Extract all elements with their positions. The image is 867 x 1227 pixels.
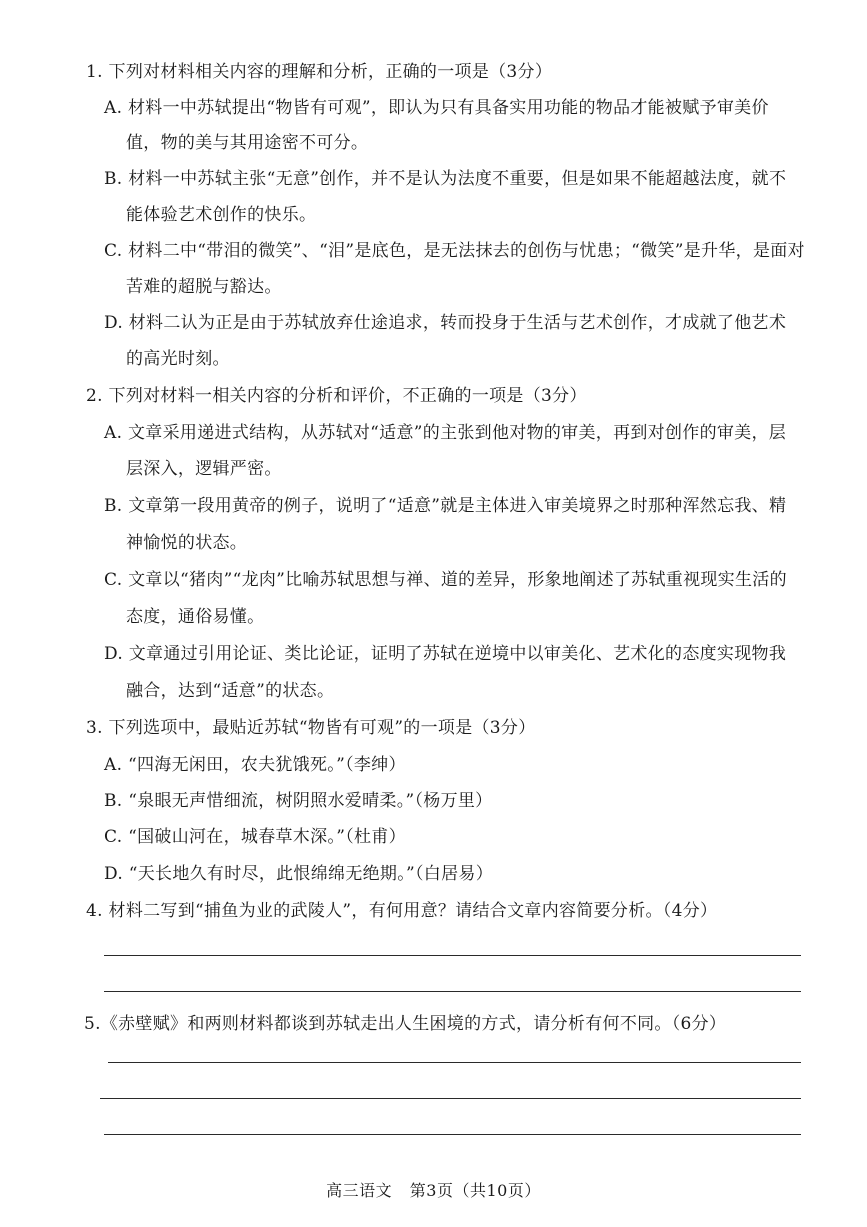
page-footer: [0, 1180, 867, 1202]
question-5-stem: 5.《赤壁赋》和两则材料都谈到苏轼走出人生困境的方式，请分析有何不同。（6分）: [84, 1014, 727, 1034]
q5-answer-line-2[interactable]: [100, 1098, 801, 1099]
q2-option-a-cont: 层深入，逻辑严密。: [126, 459, 282, 479]
footer-page-number: 第3页（共10页）: [409, 1181, 541, 1200]
q4-answer-line-2[interactable]: [104, 991, 801, 992]
q1-option-a-cont: 值，物的美与其用途密不可分。: [126, 133, 369, 153]
q3-option-d: D. “天长地久有时尽，此恨绵绵无绝期。”（白居易）: [104, 864, 494, 884]
q3-option-c: C. “国破山河在，城春草木深。”（杜甫）: [104, 827, 406, 847]
q1-option-b-cont: 能体验艺术创作的快乐。: [126, 205, 317, 225]
q1-option-a: A. 材料一中苏轼提出“物皆有可观”，即认为只有具备实用功能的物品才能被赋予审美价: [104, 98, 769, 118]
q2-option-a: A. 文章采用递进式结构，从苏轼对“适意”的主张到他对物的审美，再到对创作的审美，层: [104, 423, 787, 443]
question-1-stem: 1. 下列对材料相关内容的理解和分析，正确的一项是（3分）: [86, 62, 553, 82]
q2-option-c-cont: 态度，通俗易懂。: [126, 607, 265, 627]
q5-answer-line-1[interactable]: [108, 1062, 801, 1063]
q5-answer-line-3[interactable]: [104, 1134, 801, 1135]
question-4-stem: 4. 材料二写到“捕鱼为业的武陵人”，有何用意？请结合文章内容简要分析。（4分）: [86, 901, 718, 921]
q3-option-b: B. “泉眼无声惜细流，树阴照水爱晴柔。”（杨万里）: [104, 791, 493, 811]
q2-option-d-cont: 融合，达到“适意”的状态。: [126, 681, 335, 701]
q1-option-d: D. 材料二认为正是由于苏轼放弃仕途追求，转而投身于生活与艺术创作，才成就了他艺术: [104, 313, 787, 333]
q3-option-a: A. “四海无闲田，农夫犹饿死。”（李绅）: [104, 755, 406, 775]
q2-option-d: D. 文章通过引用论证、类比论证，证明了苏轼在逆境中以审美化、艺术化的态度实现物我: [104, 644, 787, 664]
q2-option-b-cont: 神愉悦的状态。: [126, 533, 248, 553]
q1-option-b: B. 材料一中苏轼主张“无意”创作，并不是认为法度不重要，但是如果不能超越法度，就不: [104, 169, 787, 189]
q2-option-c: C. 文章以“猪肉”“龙肉”比喻苏轼思想与禅、道的差异，形象地阐述了苏轼重视现实生活的: [104, 570, 787, 590]
q1-option-d-cont: 的高光时刻。: [126, 349, 230, 369]
footer-subject: 高三语文: [326, 1181, 393, 1200]
q2-option-b: B. 文章第一段用黄帝的例子，说明了“适意”就是主体进入审美境界之时那种浑然忘我、精: [104, 496, 787, 516]
question-3-stem: 3. 下列选项中，最贴近苏轼“物皆有可观”的一项是（3分）: [86, 718, 536, 738]
q1-option-c: C. 材料二中“带泪的微笑”、“泪”是底色，是无法抹去的创伤与忧患；“微笑”是升华，是面对: [104, 241, 805, 261]
q4-answer-line-1[interactable]: [104, 955, 801, 956]
question-2-stem: 2. 下列对材料一相关内容的分析和评价，不正确的一项是（3分）: [86, 386, 587, 406]
q1-option-c-cont: 苦难的超脱与豁达。: [126, 277, 282, 297]
